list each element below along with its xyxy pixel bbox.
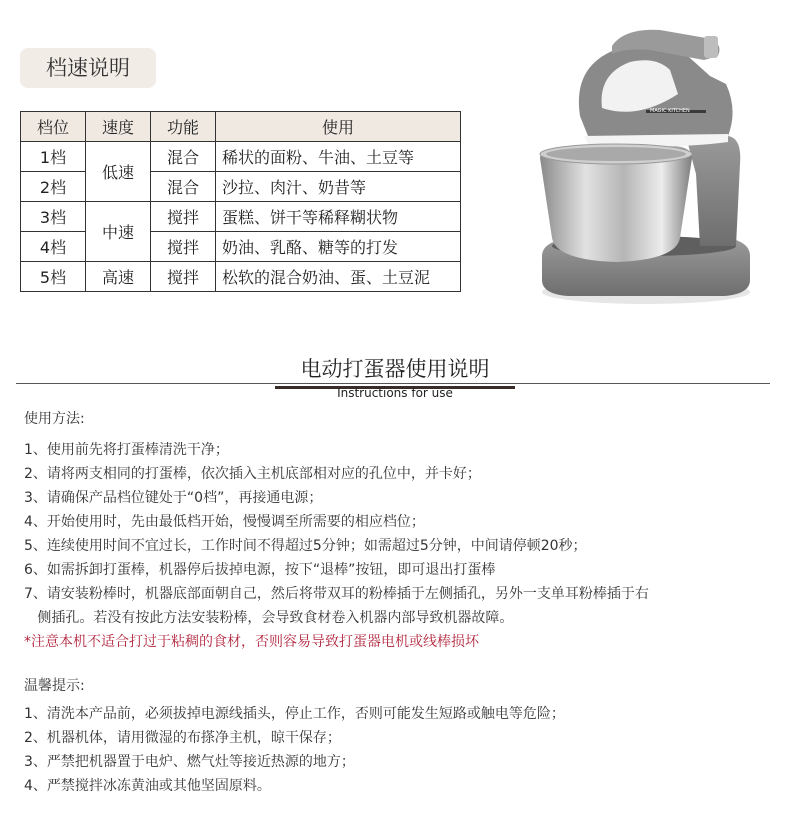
usage-item: 3、请确保产品档位键处于“0档”，再接通电源； xyxy=(24,490,323,506)
instructions-subtitle: Instructions for use xyxy=(337,386,453,400)
use-cell: 松软的混合奶油、蛋、土豆泥 xyxy=(216,262,461,292)
gear-cell: 4档 xyxy=(21,232,86,262)
warning-note: *注意本机不适合打过于粘稠的食材，否则容易导致打蛋器电机或线棒损坏 xyxy=(24,634,479,650)
header-speed: 速度 xyxy=(86,112,151,142)
tips-item: 1、清洗本产品前，必须拔掉电源线插头，停止工作，否则可能发生短路或触电等危险； xyxy=(24,706,565,722)
usage-heading: 使用方法: xyxy=(24,411,85,427)
table-row xyxy=(21,202,461,232)
speed-cell: 高速 xyxy=(86,262,151,292)
header-use: 使用 xyxy=(216,112,461,142)
usage-item: 4、开始使用时，先由最低档开始，慢慢调至所需要的相应档位； xyxy=(24,514,425,530)
use-cell: 稀状的面粉、牛油、土豆等 xyxy=(216,142,461,172)
header-function: 功能 xyxy=(151,112,216,142)
instructions-title: 电动打蛋器使用说明 xyxy=(275,354,515,389)
function-cell: 搅拌 xyxy=(151,232,216,262)
table-row xyxy=(21,262,461,292)
speed-cell: 低速 xyxy=(86,142,151,202)
speed-section-label: 档速说明 xyxy=(20,48,156,88)
tips-item: 3、严禁把机器置于电炉、燃气灶等接近热源的地方； xyxy=(24,754,355,770)
usage-item: 7、请安装粉棒时，机器底部面朝自己，然后将带双耳的粉棒插于左侧插孔，另外一支单耳粉棒插于右 xyxy=(24,586,649,602)
gear-cell: 2档 xyxy=(21,172,86,202)
usage-item: 2、请将两支相同的打蛋棒，依次插入主机底部相对应的孔位中，并卡好； xyxy=(24,466,481,482)
tips-item: 4、严禁搅拌冰冻黄油或其他坚固原料。 xyxy=(24,778,271,794)
use-cell: 奶油、乳酪、糖等的打发 xyxy=(216,232,461,262)
stand-mixer-image xyxy=(528,24,760,306)
function-cell: 搅拌 xyxy=(151,262,216,292)
table-row xyxy=(21,142,461,172)
function-cell: 混合 xyxy=(151,142,216,172)
function-cell: 混合 xyxy=(151,172,216,202)
gear-cell: 5档 xyxy=(21,262,86,292)
function-cell: 搅拌 xyxy=(151,202,216,232)
gear-cell: 1档 xyxy=(21,142,86,172)
use-cell: 沙拉、肉汁、奶昔等 xyxy=(216,172,461,202)
header-gear: 档位 xyxy=(21,112,86,142)
usage-item: 侧插孔。若没有按此方法安装粉棒，会导致食材卷入机器内部导致机器故障。 xyxy=(24,610,514,626)
speed-table xyxy=(20,111,461,292)
tips-heading: 温馨提示: xyxy=(24,678,85,694)
svg-text:MAGIC KITCHEN: MAGIC KITCHEN xyxy=(650,108,690,114)
usage-item: 1、使用前先将打蛋棒清洗干净； xyxy=(24,442,229,458)
usage-item: 5、连续使用时间不宜过长，工作时间不得超过5分钟；如需超过5分钟，中间请停顿20秒； xyxy=(24,538,587,554)
use-cell: 蛋糕、饼干等稀释糊状物 xyxy=(216,202,461,232)
table-header-row xyxy=(21,112,461,142)
tips-item: 2、机器机体，请用微湿的布搽净主机，晾干保存； xyxy=(24,730,341,746)
usage-item: 6、如需拆卸打蛋棒，机器停后拔掉电源，按下“退棒”按钮，即可退出打蛋棒 xyxy=(24,562,496,578)
speed-cell: 中速 xyxy=(86,202,151,262)
gear-cell: 3档 xyxy=(21,202,86,232)
